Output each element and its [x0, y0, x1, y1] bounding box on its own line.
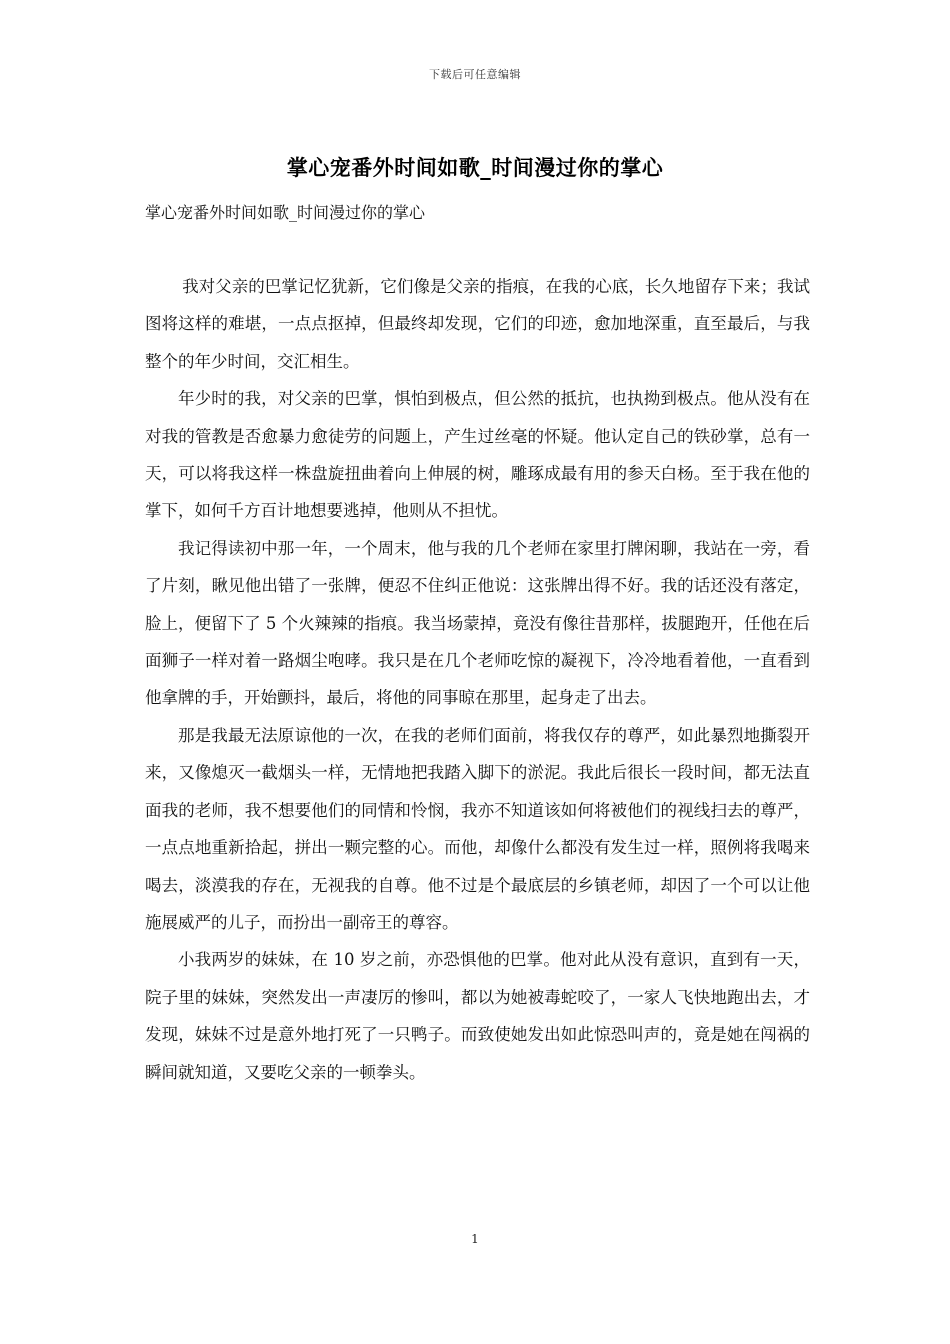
header-note: 下载后可任意编辑 — [429, 68, 521, 81]
paragraph-4: 那是我最无法原谅他的一次，在我的老师们面前，将我仅存的尊严，如此暴烈地撕裂开来，又像熄灭一截烟头一样，无情地把我踏入脚下的淤泥。我此后很长一段时间，都无法直面我的老师，我不想要他们的同情和怜悯，我亦不知道该如何将被他们的视线扫去的尊严，一点点地重新拾起，拼出一颗完整的心。而他，却像什么都没有发生过一样，照例将我喝来喝去，淡漠我的存在，无视我的自尊。他不过是个最底层的乡镇老师，却因了一个可以让他施展威严的儿子，而扮出一副帝王的尊容。 — [145, 725, 810, 932]
document-title: 掌心宠番外时间如歌_时间漫过你的掌心 — [286, 155, 664, 180]
paragraph-3: 我记得读初中那一年，一个周末，他与我的几个老师在家里打牌闲聊，我站在一旁，看了片刻，瞅见他出错了一张牌，便忍不住纠正他说：这张牌出得不好。我的话还没有落定，脸上，便留下了 5 个火辣辣的指痕。我当场蒙掉，竟没有像往昔那样，拔腿跑开，任他在后面狮子一样对着一路烟尘咆哮。我只是在几个老师吃惊的凝视下，冷冷地看着他，一直看到他拿牌的手，开始颤抖，最后，将他的同事晾在那里，起身走了出去。 — [145, 538, 810, 708]
document-subtitle: 掌心宠番外时间如歌_时间漫过你的掌心 — [145, 203, 426, 222]
page-number: 1 — [471, 1232, 479, 1246]
paragraph-5: 小我两岁的妹妹，在 10 岁之前，亦恐惧他的巴掌。他对此从没有意识，直到有一天，院子里的妹妹，突然发出一声凄厉的惨叫，都以为她被毒蛇咬了，一家人飞快地跑出去，才发现，妹妹不过是意外地打死了一只鸭子。而致使她发出如此惊恐叫声的，竟是她在闯祸的瞬间就知道，又要吃父亲的一顿拳头。 — [145, 950, 810, 1082]
paragraph-1: 我对父亲的巴掌记忆犹新，它们像是父亲的指痕，在我的心底，长久地留存下来；我试图将这样的难堪，一点点抠掉，但最终却发现，它们的印迹，愈加地深重，直至最后，与我整个的年少时间，交汇相生。 — [145, 277, 810, 371]
document-body — [145, 268, 810, 1091]
paragraph-2: 年少时的我，对父亲的巴掌，惧怕到极点，但公然的抵抗，也执拗到极点。他从没有在对我的管教是否愈暴力愈徒劳的问题上，产生过丝毫的怀疑。他认定自己的铁砂掌，总有一天，可以将我这样一株盘旋扭曲着向上伸展的树，雕琢成最有用的参天白杨。至于我在他的掌下，如何千方百计地想要逃掉，他则从不担忧。 — [145, 389, 810, 521]
